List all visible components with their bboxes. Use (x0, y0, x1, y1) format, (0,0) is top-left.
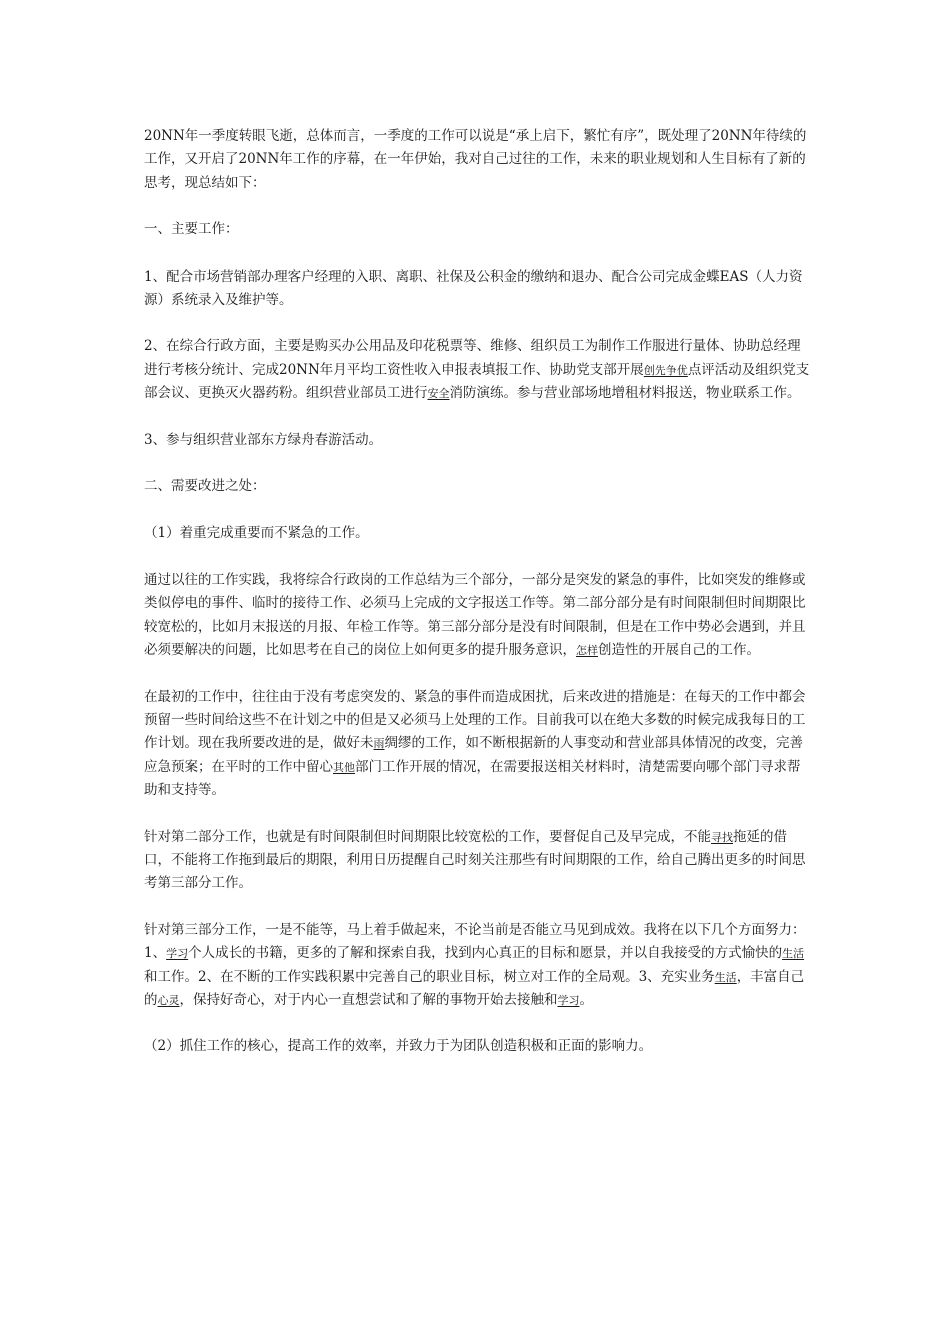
link-xinling[interactable]: 心灵 (157, 993, 180, 1007)
list-item-1 (144, 266, 812, 313)
subheading-1 (144, 522, 812, 545)
improvement-paragraph-4-text-f: 。 (579, 991, 593, 1008)
list-item-3-text: 3、参与组织营业部东方绿舟春游活动。 (144, 431, 383, 448)
link-yu[interactable]: 雨 (373, 737, 385, 751)
improvement-paragraph-2 (144, 686, 812, 803)
improvement-paragraph-4-text-e: ，保持好奇心，对于内心一直想尝试和了解的事物开始去接触和 (179, 991, 558, 1008)
improvement-paragraph-1 (144, 569, 812, 663)
improvement-paragraph-4-text-d: ，丰富自己的 (144, 968, 805, 1008)
section-heading-main-work (144, 218, 812, 241)
improvement-paragraph-2-text-a: 在最初的工作中，往往由于没有考虑突发的、紧急的事件而造成困扰，后来改进的措施是：在每天的工作中都会预留一些时间给这些不在计划之中的但是又必须马上处理的工作。目前我可以在绝大多数的时候完成我每日的工作计划。现在我所要改进的是，做好未 (144, 688, 806, 752)
link-xunzhao[interactable]: 寻找 (711, 830, 733, 844)
improvement-paragraph-1-text-a: 通过以往的工作实践，我将综合行政岗的工作总结为三个部分，一部分是突发的紧急的事件，比如突发的维修或类似停电的事件、临时的接待工作、必须马上完成的文字报送工作等。第二部分部分是有时间限制但时间期限比较宽松的，比如月末报送的月报、年检工作等。第三部分部分是没有时间限制，但是在工作中势必会遇到，并且必须要解决的问题，比如思考在自己的岗位上如何更多的提升服务意识， (144, 571, 806, 659)
intro-text: 20NN年一季度转眼飞逝，总体而言，一季度的工作可以说是“承上启下，繁忙有序”，既处理了20NN年待续的工作，又开启了20NN年工作的序幕，在一年伊始，我对自己过往的工作，未来的职业规划和人生目标有了新的思考，现总结如下： (144, 128, 807, 191)
link-qita[interactable]: 其他 (333, 760, 355, 774)
improvement-paragraph-4-text-a: 针对第三部分工作，一是不能等，马上着手做起来，不论当前是否能立马见到成效。我将在以下几个方面努力：1、 (144, 921, 806, 962)
link-zenyang[interactable]: 怎样 (576, 644, 598, 658)
improvement-paragraph-3 (144, 826, 812, 896)
improvement-paragraph-4 (144, 919, 812, 1013)
link-xuexi-2[interactable]: 学习 (557, 993, 580, 1007)
improvement-paragraph-2-text-b: 绸缪的工作，如不断根据新的人事变动和营业部具体情况的改变，完善应急预案；在平时的工作中留心 (144, 735, 803, 775)
list-item-2-text-b: 点评活动及组织党支部会议、更换灭火器药粉。组织营业部员工进行 (144, 361, 810, 402)
improvement-paragraph-4-text-c: 和工作。2、在不断的工作实践积累中完善自己的职业目标，树立对工作的全局观。3、充实业务 (144, 968, 715, 985)
list-item-2-text-c: 消防演练。参与营业部场地增租材料报送，物业联系工作。 (449, 385, 801, 402)
improvement-paragraph-4-text-b: 个人成长的书籍，更多的了解和探索自我，找到内心真正的目标和愿景，并以自我接受的方式愉快的 (188, 945, 783, 962)
section1-heading-text: 一、主要工作： (144, 221, 239, 238)
link-shenghuo-1[interactable]: 生活 (782, 947, 805, 961)
list-item-2 (144, 335, 812, 405)
improvement-paragraph-3-text-b: 拖延的借口，不能将工作拖到最后的期限，利用日历提醒自己时刻关注那些有时间期限的工作，给自己腾出更多的时间思考第三部分工作。 (144, 828, 806, 892)
link-shenghuo-2[interactable]: 生活 (714, 970, 737, 984)
improvement-paragraph-3-text-a: 针对第二部分工作，也就是有时间限制但时间期限比较宽松的工作，要督促自己及早完成，不能 (144, 828, 711, 845)
section2-heading-text: 二、需要改进之处： (144, 478, 266, 495)
list-item-3 (144, 429, 812, 452)
list-item-2-text-a: 2、在综合行政方面，主要是购买办公用品及印花税票等、维修、组织员工为制作工作服进行量体、协助总经理进行考核分统计、完成20NN年月平均工资性收入申报表填报工作、协助党支部开展 (144, 338, 801, 378)
improvement-paragraph-2-text-c: 部门工作开展的情况，在需要报送相关材料时，清楚需要向哪个部门寻求帮助和支持等。 (144, 758, 801, 799)
link-xuexi-1[interactable]: 学习 (166, 947, 189, 961)
document-body (144, 125, 812, 1082)
list-item-1-text: 1、配合市场营销部办理客户经理的入职、离职、社保及公积金的缴纳和退办、配合公司完成金蝶EAS（人力资源）系统录入及维护等。 (144, 268, 803, 309)
subheading-1-text: （1）着重完成重要而不紧急的工作。 (144, 525, 369, 542)
subheading-2 (144, 1035, 812, 1058)
link-chuangxian[interactable]: 创先争优 (643, 363, 688, 377)
subheading-2-text: （2）抓住工作的核心，提高工作的效率，并致力于为团队创造积极和正面的影响力。 (144, 1038, 653, 1055)
improvement-paragraph-1-text-b: 创造性的开展自己的工作。 (598, 642, 760, 659)
intro-paragraph (144, 125, 812, 195)
section-heading-improvements (144, 475, 812, 498)
link-anquan[interactable]: 安全 (427, 387, 450, 401)
